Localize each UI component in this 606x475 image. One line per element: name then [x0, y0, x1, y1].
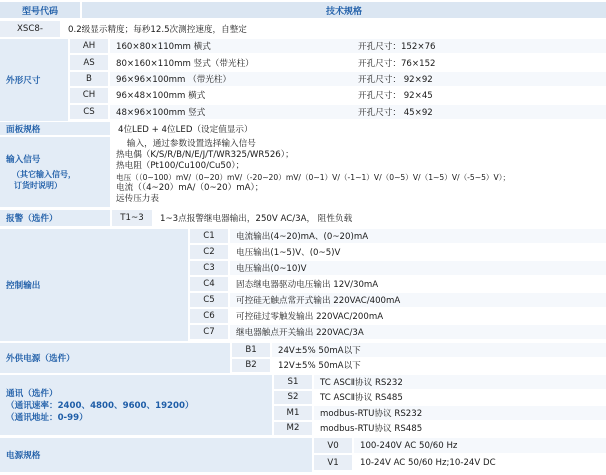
comm-row-description: TC ASCⅡ协议 RS232 — [314, 375, 606, 389]
comm-row-description: modbus-RTU协议 RS485 — [320, 424, 423, 435]
input-note-1: （其它输入信号， — [12, 170, 76, 179]
input-line: 电压（（0~100）mV/（0~20）mV/（-20~20）mV/（0~1）V/（-1~1）V/（0~5）V/（1~5）V/（-5~5）V）； — [116, 173, 511, 182]
power-row-code: V0 — [314, 438, 352, 453]
dimension-row-cutout: 开孔尺寸：152×76 — [358, 42, 436, 53]
dimension-row-description: 96×48×100mm 横式 — [116, 91, 206, 102]
model-code-xsc8: XSC8- — [0, 21, 60, 37]
control-row-description: 固态继电器驱动电压输出 12V/30mA — [236, 280, 379, 290]
input-line: 热电阻（Pt100/Cu100/Cu50）； — [116, 161, 245, 171]
dimension-row-description: 80×160×110mm 竖式（带光柱） — [116, 58, 254, 69]
dimension-row-code: CH — [70, 88, 108, 102]
ext-power-row-description: 24V±5% 50mA以下 — [272, 343, 606, 357]
control-row-description: 可控硅过零触发输出 220VAC/200mA — [236, 312, 384, 322]
dimension-row-cutout: 开孔尺寸： 45×92 — [358, 107, 433, 118]
control-row-code: C4 — [190, 277, 228, 291]
power-row-description: 100-240V AC 50/60 Hz — [354, 438, 606, 453]
input-line: 热电偶（K/S/R/B/N/E/J/T/WR325/WR526）； — [116, 150, 294, 160]
comm-row-code: M2 — [274, 422, 312, 436]
input-signal-list — [112, 137, 606, 207]
dimension-row-cutout: 开孔尺寸：76×152 — [358, 58, 436, 69]
control-row-code: C3 — [190, 261, 228, 275]
control-row-description: 电流输出(4~20)mA、(0~20)mA — [230, 229, 606, 243]
dimension-row-code: CS — [70, 105, 108, 119]
panel-label: 面板规格 — [0, 122, 110, 135]
comm-row-description: modbus-RTU协议 RS232 — [314, 406, 606, 420]
communication-label: 通讯（选件） — [6, 389, 58, 399]
input-label-cell — [0, 137, 110, 207]
spec-header: 技术规格 — [82, 2, 606, 18]
panel-description: 4位LED + 4位LED（设定值显示） — [118, 124, 253, 135]
input-note-2: 订货时说明） — [14, 181, 62, 190]
control-row-code: C1 — [190, 229, 228, 243]
external-power-label: 外供电源（选件） — [0, 343, 230, 373]
comm-row-code: S2 — [274, 391, 312, 405]
dimensions-label: 外形尺寸 — [0, 39, 68, 121]
comm-row-code: M1 — [274, 406, 312, 420]
control-row-description: 继电器触点开关输出 220VAC/3A — [230, 325, 606, 339]
control-output-label: 控制输出 — [0, 229, 188, 341]
input-label: 输入信号 — [6, 155, 41, 165]
alarm-label: 报警（选件） — [0, 210, 110, 226]
dimension-row-code: AS — [70, 55, 108, 69]
power-row-description: 10-24V AC 50/60 Hz;10-24V DC — [360, 457, 496, 468]
control-row-description: 可控硅无触点常开式输出 220VAC/400mA — [230, 293, 606, 307]
control-row-code: C7 — [190, 325, 228, 339]
communication-baud: （通讯速率：2400、4800、9600、19200） — [6, 401, 194, 411]
communication-address: （通讯地址：0-99） — [6, 413, 88, 423]
dimension-row-cutout: 开孔尺寸： 92×45 — [358, 91, 433, 102]
control-row-code: C6 — [190, 309, 228, 323]
power-label: 电源规格 — [0, 438, 312, 472]
comm-row-description: TC ASCⅡ协议 RS485 — [320, 393, 403, 404]
ext-power-row-code: B2 — [232, 359, 270, 373]
dimension-row-description: 48×96×100mm 竖式 — [110, 105, 606, 119]
input-line: 输入，通过参数设置选择输入信号 — [116, 139, 256, 149]
alarm-code: T1~3 — [112, 210, 152, 226]
input-line: 电流（（4~20）mA/（0~20）mA）； — [116, 183, 264, 193]
dimension-row-description: 160×80×110mm 横式 — [110, 39, 606, 53]
alarm-description: 1~3点报警继电器输出，250V AC/3A， 阻性负载 — [160, 214, 353, 224]
dimension-row-code: AH — [70, 39, 108, 53]
input-line: 远传压力表 — [116, 194, 159, 204]
ext-power-row-code: B1 — [232, 343, 270, 357]
control-row-code: C5 — [190, 293, 228, 307]
xsc8-description: 0.2级显示精度；每秒12.5次测控速度，自整定 — [68, 25, 247, 35]
power-row-code: V1 — [314, 455, 352, 470]
dimension-row-code: B — [70, 72, 108, 86]
dimension-row-description: 96×96×100mm （带光柱） — [110, 72, 606, 86]
model-code-header: 型号代码 — [0, 2, 80, 18]
communication-label-cell — [0, 375, 272, 435]
control-row-description: 电压输出(0~10)V — [230, 261, 606, 275]
ext-power-row-description: 12V±5% 50mA以下 — [278, 361, 361, 372]
control-row-description: 电压输出(1~5)V、(0~5)V — [236, 248, 341, 258]
dimension-row-cutout: 开孔尺寸： 92×92 — [358, 74, 433, 85]
comm-row-code: S1 — [274, 375, 312, 389]
control-row-code: C2 — [190, 245, 228, 259]
